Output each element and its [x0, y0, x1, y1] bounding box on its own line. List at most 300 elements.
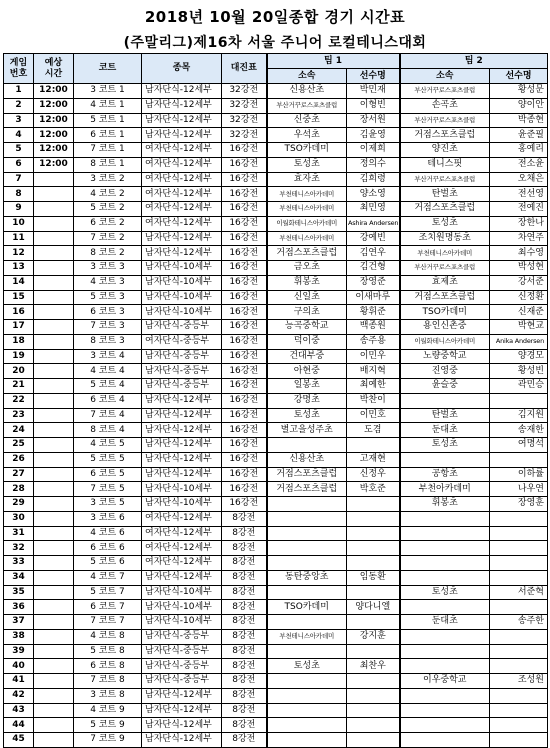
team2-player [490, 600, 548, 615]
round-cell: 16강전 [222, 364, 267, 379]
round-cell: 32강전 [222, 128, 267, 143]
expected-time [34, 364, 74, 379]
round-cell: 16강전 [222, 143, 267, 158]
header-team2-club: 소속 [400, 69, 490, 84]
team1-player: 박민재 [347, 84, 400, 99]
team2-club: 휘봉초 [400, 497, 490, 512]
court-cell: 4 코트 8 [74, 629, 142, 644]
table-row [4, 305, 548, 320]
game-number: 35 [4, 585, 34, 600]
team2-player: 신재준 [490, 305, 548, 320]
court-cell: 3 코트 8 [74, 688, 142, 703]
event-cell: 남자단식-12세부 [142, 113, 222, 128]
team1-club [267, 438, 347, 453]
table-row [4, 438, 548, 453]
round-cell: 16강전 [222, 231, 267, 246]
team1-club: 토성초 [267, 659, 347, 674]
event-cell: 남자단식-12세부 [142, 246, 222, 261]
court-cell: 5 코트 9 [74, 718, 142, 733]
court-cell: 4 코트 5 [74, 438, 142, 453]
team1-player: 김연우 [347, 246, 400, 261]
court-cell: 6 코트 2 [74, 216, 142, 231]
event-cell: 여자단식-12세부 [142, 187, 222, 202]
team2-club: 토성초 [400, 216, 490, 231]
expected-time [34, 393, 74, 408]
court-cell: 7 코트 4 [74, 408, 142, 423]
game-number: 21 [4, 379, 34, 394]
team2-player: 이하률 [490, 467, 548, 482]
expected-time [34, 629, 74, 644]
team2-player: Anika Andersen [490, 334, 548, 349]
team2-club: 공항초 [400, 467, 490, 482]
event-cell: 남자단식-10세부 [142, 497, 222, 512]
round-cell: 16강전 [222, 379, 267, 394]
team1-club: 신중초 [267, 113, 347, 128]
round-cell: 8강전 [222, 585, 267, 600]
team2-player: 장한나 [490, 216, 548, 231]
team1-club: 부천테니스아카데미 [267, 202, 347, 217]
team2-player: 양이안 [490, 98, 548, 113]
expected-time [34, 452, 74, 467]
team2-club [400, 629, 490, 644]
round-cell: 8강전 [222, 733, 267, 748]
expected-time [34, 202, 74, 217]
team2-club: TSO카데미 [400, 305, 490, 320]
round-cell: 16강전 [222, 320, 267, 335]
game-number: 12 [4, 246, 34, 261]
expected-time [34, 688, 74, 703]
team1-player: 박호준 [347, 482, 400, 497]
court-cell: 4 코트 1 [74, 98, 142, 113]
event-cell: 남자단식-12세부 [142, 688, 222, 703]
expected-time [34, 718, 74, 733]
team1-player [347, 438, 400, 453]
game-number: 28 [4, 482, 34, 497]
team2-player [490, 688, 548, 703]
header-court: 코트 [74, 54, 142, 84]
event-cell: 남자단식-12세부 [142, 98, 222, 113]
team2-club [400, 688, 490, 703]
game-number: 43 [4, 703, 34, 718]
team2-player [490, 659, 548, 674]
round-cell: 16강전 [222, 467, 267, 482]
team2-player [490, 511, 548, 526]
table-row [4, 393, 548, 408]
team1-player: 양소영 [347, 187, 400, 202]
team1-club [267, 703, 347, 718]
team1-club [267, 718, 347, 733]
team1-player [347, 511, 400, 526]
team1-club: 금오초 [267, 261, 347, 276]
game-number: 36 [4, 600, 34, 615]
team2-player: 조성원 [490, 674, 548, 689]
round-cell: 16강전 [222, 290, 267, 305]
court-cell: 4 코트 9 [74, 703, 142, 718]
team1-club: 토성초 [267, 408, 347, 423]
team2-club: 부산거꾸로스포츠클럽 [400, 261, 490, 276]
team2-club [400, 600, 490, 615]
table-row [4, 452, 548, 467]
team2-club [400, 541, 490, 556]
team1-club: 부산거꾸로스포츠클럽 [267, 98, 347, 113]
game-number: 7 [4, 172, 34, 187]
team1-player: 이새마루 [347, 290, 400, 305]
game-number: 26 [4, 452, 34, 467]
team1-club [267, 644, 347, 659]
team1-player: 강지훈 [347, 629, 400, 644]
team1-player: 김희령 [347, 172, 400, 187]
court-cell: 8 코트 2 [74, 246, 142, 261]
game-number: 27 [4, 467, 34, 482]
table-row [4, 408, 548, 423]
expected-time [34, 556, 74, 571]
team2-club [400, 511, 490, 526]
team2-player: 곽민승 [490, 379, 548, 394]
team1-player: 김건형 [347, 261, 400, 276]
team1-player [347, 585, 400, 600]
round-cell: 8강전 [222, 526, 267, 541]
team1-player: 강예빈 [347, 231, 400, 246]
header-event: 종목 [142, 54, 222, 84]
round-cell: 16강전 [222, 187, 267, 202]
table-row [4, 202, 548, 217]
table-row [4, 497, 548, 512]
court-cell: 5 코트 5 [74, 452, 142, 467]
event-cell: 여자단식-12세부 [142, 157, 222, 172]
header-team1-club: 소속 [267, 69, 347, 84]
game-number: 40 [4, 659, 34, 674]
court-cell: 7 코트 3 [74, 320, 142, 335]
event-cell: 여자단식-12세부 [142, 143, 222, 158]
team2-club: 둔대초 [400, 615, 490, 630]
event-cell: 남자단식-12세부 [142, 452, 222, 467]
expected-time: 12:00 [34, 128, 74, 143]
team1-player: 최민영 [347, 202, 400, 217]
game-number: 2 [4, 98, 34, 113]
event-cell: 남자단식-10세부 [142, 600, 222, 615]
team2-club [400, 452, 490, 467]
round-cell: 16강전 [222, 305, 267, 320]
team1-club: 건대부중 [267, 349, 347, 364]
table-row [4, 541, 548, 556]
team2-player: 황성빈 [490, 364, 548, 379]
round-cell: 16강전 [222, 216, 267, 231]
team2-player: 서준혁 [490, 585, 548, 600]
team1-club: 이월화테니스아카데미 [267, 216, 347, 231]
team1-player [347, 497, 400, 512]
game-number: 42 [4, 688, 34, 703]
round-cell: 16강전 [222, 275, 267, 290]
event-cell: 여자단식-중등부 [142, 334, 222, 349]
team2-player: 전소윤 [490, 157, 548, 172]
team2-club: 부산거꾸로스포츠클럽 [400, 84, 490, 99]
team1-player: 이민우 [347, 349, 400, 364]
header-team2: 팀 2 [400, 54, 548, 69]
court-cell: 7 코트 1 [74, 143, 142, 158]
team1-club: 거점스포츠클럽 [267, 482, 347, 497]
team1-club: 거점스포츠클럽 [267, 246, 347, 261]
expected-time [34, 526, 74, 541]
team2-club: 둔대초 [400, 423, 490, 438]
round-cell: 32강전 [222, 84, 267, 99]
round-cell: 8강전 [222, 659, 267, 674]
game-number: 8 [4, 187, 34, 202]
round-cell: 16강전 [222, 393, 267, 408]
court-cell: 8 코트 1 [74, 157, 142, 172]
header-game-no: 게임 번호 [4, 54, 34, 84]
game-number: 32 [4, 541, 34, 556]
round-cell: 8강전 [222, 541, 267, 556]
court-cell: 6 코트 4 [74, 393, 142, 408]
table-row [4, 98, 548, 113]
round-cell: 16강전 [222, 452, 267, 467]
court-cell: 5 코트 4 [74, 379, 142, 394]
team1-club: 별고을성주초 [267, 423, 347, 438]
team2-player: 송재한 [490, 423, 548, 438]
court-cell: 3 코트 5 [74, 497, 142, 512]
event-cell: 남자단식-10세부 [142, 482, 222, 497]
table-row [4, 84, 548, 99]
team1-player: 이민호 [347, 408, 400, 423]
round-cell: 16강전 [222, 157, 267, 172]
court-cell: 7 코트 8 [74, 674, 142, 689]
game-number: 45 [4, 733, 34, 748]
team1-club [267, 541, 347, 556]
team2-player: 신정환 [490, 290, 548, 305]
team1-club [267, 556, 347, 571]
team1-club [267, 497, 347, 512]
table-row [4, 733, 548, 748]
round-cell: 32강전 [222, 113, 267, 128]
team1-club: 능곡중학교 [267, 320, 347, 335]
team1-club: 토성초 [267, 157, 347, 172]
game-number: 20 [4, 364, 34, 379]
team1-club: 일봉초 [267, 379, 347, 394]
court-cell: 6 코트 5 [74, 467, 142, 482]
round-cell: 16강전 [222, 423, 267, 438]
court-cell: 5 코트 3 [74, 290, 142, 305]
event-cell: 남자단식-12세부 [142, 467, 222, 482]
game-number: 13 [4, 261, 34, 276]
event-cell: 남자단식-중등부 [142, 320, 222, 335]
court-cell: 5 코트 8 [74, 644, 142, 659]
expected-time [34, 600, 74, 615]
team1-club: 덕이중 [267, 334, 347, 349]
event-cell: 남자단식-10세부 [142, 305, 222, 320]
table-row [4, 128, 548, 143]
team2-player [490, 393, 548, 408]
team2-club: 거점스포츠클럽 [400, 290, 490, 305]
game-number: 18 [4, 334, 34, 349]
team1-club: 아현중 [267, 364, 347, 379]
event-cell: 남자단식-10세부 [142, 275, 222, 290]
event-cell: 남자단식-12세부 [142, 718, 222, 733]
round-cell: 8강전 [222, 703, 267, 718]
round-cell: 16강전 [222, 202, 267, 217]
team2-club: 이우중학교 [400, 674, 490, 689]
expected-time [34, 511, 74, 526]
team1-club: 부천테니스아카데미 [267, 629, 347, 644]
event-cell: 남자단식-10세부 [142, 261, 222, 276]
round-cell: 16강전 [222, 261, 267, 276]
team1-player: 최찬우 [347, 659, 400, 674]
team1-player: 배지혁 [347, 364, 400, 379]
team1-player: 이제희 [347, 143, 400, 158]
team1-club: 강명초 [267, 393, 347, 408]
header-team1-player: 선수명 [347, 69, 400, 84]
expected-time: 12:00 [34, 143, 74, 158]
table-row [4, 216, 548, 231]
team2-club: 진영중 [400, 364, 490, 379]
team1-club: 효자초 [267, 172, 347, 187]
expected-time [34, 334, 74, 349]
game-number: 14 [4, 275, 34, 290]
event-cell: 여자단식-12세부 [142, 526, 222, 541]
team2-club: 용인신촌중 [400, 320, 490, 335]
court-cell: 3 코트 2 [74, 172, 142, 187]
event-cell: 여자단식-12세부 [142, 202, 222, 217]
court-cell: 7 코트 2 [74, 231, 142, 246]
team2-club: 효제초 [400, 275, 490, 290]
team2-club: 손곡초 [400, 98, 490, 113]
table-row [4, 659, 548, 674]
expected-time: 12:00 [34, 84, 74, 99]
table-row [4, 718, 548, 733]
team2-player: 나우연 [490, 482, 548, 497]
court-cell: 6 코트 6 [74, 541, 142, 556]
expected-time [34, 320, 74, 335]
court-cell: 4 코트 2 [74, 187, 142, 202]
team1-club: 신용산초 [267, 452, 347, 467]
table-row [4, 526, 548, 541]
round-cell: 16강전 [222, 438, 267, 453]
table-row [4, 585, 548, 600]
game-number: 23 [4, 408, 34, 423]
table-row [4, 187, 548, 202]
court-cell: 5 코트 6 [74, 556, 142, 571]
event-cell: 여자단식-12세부 [142, 541, 222, 556]
event-cell: 여자단식-12세부 [142, 172, 222, 187]
round-cell: 8강전 [222, 615, 267, 630]
game-number: 15 [4, 290, 34, 305]
game-number: 1 [4, 84, 34, 99]
team1-player: 정의수 [347, 157, 400, 172]
team2-club: 부산거꾸로스포츠클럽 [400, 113, 490, 128]
header-time: 예상 시간 [34, 54, 74, 84]
game-number: 5 [4, 143, 34, 158]
round-cell: 8강전 [222, 511, 267, 526]
team2-club [400, 718, 490, 733]
round-cell: 8강전 [222, 570, 267, 585]
expected-time [34, 733, 74, 748]
court-cell: 7 코트 9 [74, 733, 142, 748]
team1-player: 장서원 [347, 113, 400, 128]
game-number: 34 [4, 570, 34, 585]
team1-club: TSO카데미 [267, 143, 347, 158]
court-cell: 3 코트 6 [74, 511, 142, 526]
team2-player: 전선영 [490, 187, 548, 202]
expected-time [34, 659, 74, 674]
schedule-title: 2018년 10월 20일종합 경기 시간표 [144, 8, 406, 26]
team1-player [347, 526, 400, 541]
expected-time [34, 482, 74, 497]
game-number: 41 [4, 674, 34, 689]
round-cell: 16강전 [222, 408, 267, 423]
team2-club: 부천아카데미 [400, 482, 490, 497]
team2-club [400, 703, 490, 718]
schedule-table [3, 53, 548, 748]
expected-time [34, 408, 74, 423]
team2-club: 토성초 [400, 585, 490, 600]
team1-player: 황휘준 [347, 305, 400, 320]
table-row [4, 334, 548, 349]
team2-player [490, 644, 548, 659]
event-cell: 남자단식-12세부 [142, 438, 222, 453]
court-cell: 5 코트 1 [74, 113, 142, 128]
court-cell: 4 코트 4 [74, 364, 142, 379]
team2-club: 부천테니스아카데미 [400, 246, 490, 261]
game-number: 9 [4, 202, 34, 217]
team2-player [490, 541, 548, 556]
team1-player: Ashira Andersen [347, 216, 400, 231]
table-row [4, 570, 548, 585]
team1-club: 동탄중앙초 [267, 570, 347, 585]
team1-club: 우석초 [267, 128, 347, 143]
team2-player: 양경모 [490, 349, 548, 364]
table-row [4, 290, 548, 305]
team2-player: 오채은 [490, 172, 548, 187]
team2-club [400, 393, 490, 408]
team2-player: 박종현 [490, 113, 548, 128]
team1-player [347, 556, 400, 571]
event-cell: 남자단식-12세부 [142, 703, 222, 718]
game-number: 24 [4, 423, 34, 438]
team2-player [490, 733, 548, 748]
team1-player [347, 703, 400, 718]
table-row [4, 231, 548, 246]
team1-player [347, 733, 400, 748]
court-cell: 7 코트 7 [74, 615, 142, 630]
event-cell: 남자단식-12세부 [142, 231, 222, 246]
team2-player: 윤준필 [490, 128, 548, 143]
table-row [4, 467, 548, 482]
team1-player: 김윤영 [347, 128, 400, 143]
expected-time: 12:00 [34, 157, 74, 172]
round-cell: 32강전 [222, 98, 267, 113]
team2-player: 전예진 [490, 202, 548, 217]
event-cell: 남자단식-12세부 [142, 733, 222, 748]
team2-player: 여명석 [490, 438, 548, 453]
court-cell: 7 코트 5 [74, 482, 142, 497]
team1-club [267, 526, 347, 541]
expected-time [34, 615, 74, 630]
table-row [4, 423, 548, 438]
court-cell: 6 코트 3 [74, 305, 142, 320]
round-cell: 16강전 [222, 497, 267, 512]
table-row [4, 674, 548, 689]
expected-time [34, 187, 74, 202]
event-cell: 남자단식-중등부 [142, 659, 222, 674]
table-row [4, 349, 548, 364]
expected-time [34, 172, 74, 187]
event-cell: 남자단식-중등부 [142, 674, 222, 689]
team2-club: 조치원명동초 [400, 231, 490, 246]
team2-player: 장영훈 [490, 497, 548, 512]
team2-club: 테니스핏 [400, 157, 490, 172]
team2-club: 거점스포츠클럽 [400, 202, 490, 217]
event-cell: 여자단식-12세부 [142, 511, 222, 526]
table-row [4, 644, 548, 659]
